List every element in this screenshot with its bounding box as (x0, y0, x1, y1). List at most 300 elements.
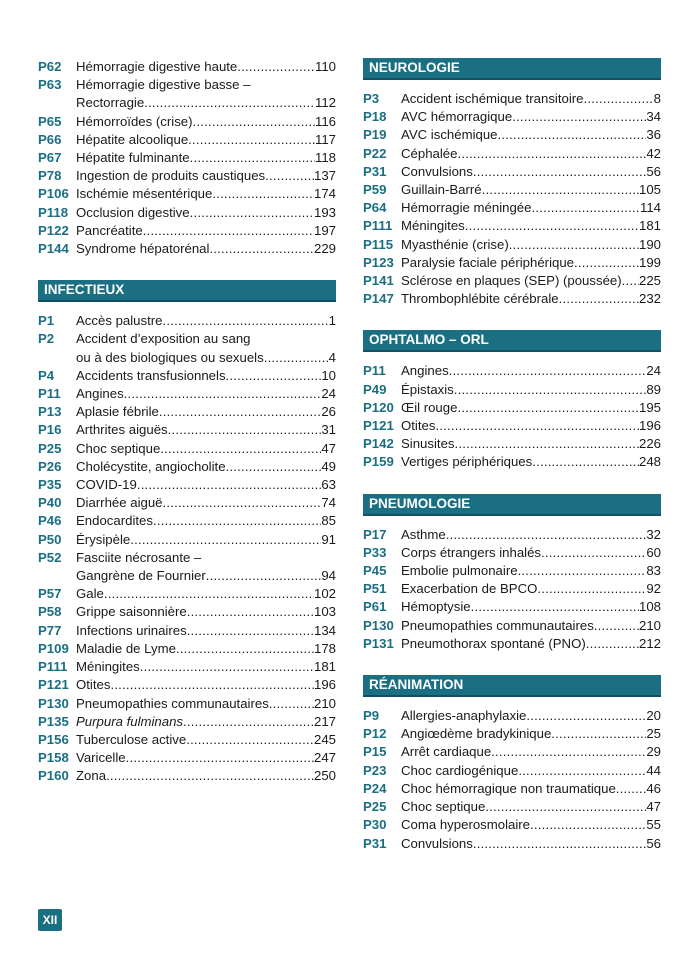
leader-dots (509, 236, 639, 254)
leader-dots (574, 254, 639, 272)
index-entry[interactable] (38, 658, 336, 676)
entry-code: P33 (363, 544, 387, 560)
index-entry[interactable] (38, 494, 336, 512)
leader-dots (187, 603, 314, 621)
leader-dots (186, 731, 314, 749)
entry-page: 91 (321, 531, 336, 547)
entry-title: Sclérose en plaques (SEP) (poussée) (401, 273, 622, 289)
entry-title: Ingestion de produits caustiques (76, 168, 266, 184)
entry-title: Choc hémorragique non traumatique (401, 780, 616, 796)
entry-page: 56 (646, 835, 661, 851)
entry-title: Hémoptysie (401, 599, 471, 615)
entry-title: Ischémie mésentérique (76, 186, 213, 202)
index-entry[interactable] (363, 780, 661, 798)
pneumologie-list (363, 526, 661, 653)
index-entry[interactable] (363, 598, 661, 616)
leader-dots (110, 676, 314, 694)
entry-code: P65 (38, 113, 62, 129)
entry-code: P19 (363, 127, 387, 143)
index-entry[interactable] (363, 272, 661, 290)
entry-page: 24 (646, 363, 661, 379)
digestive-list (38, 58, 336, 258)
entry-title: Corps étrangers inhalés (401, 544, 542, 560)
entry-page: 245 (313, 731, 336, 747)
leader-dots (159, 403, 321, 421)
entry-title: Gale (76, 586, 104, 602)
entry-code: P26 (38, 458, 62, 474)
index-entry[interactable] (363, 145, 661, 163)
entry-title: Thrombophlébite cérébrale (401, 291, 559, 307)
entry-page: 105 (638, 182, 661, 198)
entry-title: Arrêt cardiaque (401, 744, 492, 760)
entry-title: Exacerbation de BPCO (401, 581, 538, 597)
entry-page: 1 (328, 313, 336, 329)
entry-title: Accident d’exposition au sang (76, 331, 251, 347)
entry-code: P35 (38, 477, 62, 493)
entry-page: 226 (638, 436, 661, 452)
entry-title: Épistaxis (401, 381, 454, 397)
index-entry[interactable] (38, 222, 336, 240)
entry-title: Angines (76, 386, 124, 402)
leader-dots (163, 494, 322, 512)
entry-code: P59 (363, 182, 387, 198)
entry-title: Aplasie fébrile (76, 404, 159, 420)
entry-page: 46 (646, 780, 661, 796)
entry-title: Endocardites (76, 513, 153, 529)
leader-dots (473, 163, 646, 181)
index-entry[interactable] (38, 131, 336, 149)
index-entry[interactable] (38, 240, 336, 258)
leader-dots (532, 453, 639, 471)
entry-code: P45 (363, 563, 387, 579)
entry-code: P31 (363, 163, 387, 179)
leader-dots (559, 290, 639, 308)
entry-page: 181 (638, 218, 661, 234)
left-column (38, 58, 336, 786)
entry-code: P147 (363, 291, 394, 307)
index-entry[interactable] (363, 254, 661, 272)
entry-page: 10 (321, 367, 336, 383)
entry-title: Méningites (76, 659, 140, 675)
entry-title: Grippe saisonnière (76, 604, 187, 620)
index-entry[interactable] (363, 90, 661, 108)
entry-title: Myasthénie (crise) (401, 236, 509, 252)
leader-dots (530, 816, 646, 834)
entry-title: Allergies-anaphylaxie (401, 708, 527, 724)
entry-code: P77 (38, 622, 62, 638)
entry-title: Accident ischémique transitoire (401, 91, 584, 106)
leader-dots (265, 167, 314, 185)
entry-page: 56 (646, 163, 661, 179)
leader-dots (498, 126, 647, 144)
entry-page: 197 (313, 222, 336, 238)
entry-title: Céphalée (401, 145, 458, 161)
entry-code: P121 (38, 677, 69, 693)
entry-page: 89 (646, 381, 661, 397)
entry-page: 210 (313, 695, 336, 711)
entry-page: 110 (314, 59, 336, 74)
index-entry[interactable] (38, 640, 336, 658)
entry-title: Hémorragie digestive haute (76, 59, 238, 74)
entry-title: Cholécystite, angiocholite (76, 458, 226, 474)
entry-title: Œil rouge (401, 399, 458, 415)
index-entry[interactable] (38, 149, 336, 167)
entry-code: P135 (38, 713, 69, 729)
entry-title: Embolie pulmonaire (401, 563, 518, 579)
entry-page: 118 (314, 150, 336, 166)
index-entry[interactable] (363, 544, 661, 562)
index-entry[interactable] (38, 767, 336, 785)
leader-dots (190, 149, 315, 167)
entry-title: Hémorroïdes (crise) (76, 113, 193, 129)
index-entry[interactable] (363, 580, 661, 598)
leader-dots (616, 780, 647, 798)
entry-code: P62 (38, 59, 62, 74)
entry-title: Arthrites aiguës (76, 422, 168, 438)
index-entry[interactable] (38, 695, 336, 713)
entry-title: Angines (401, 363, 449, 379)
leader-dots (541, 544, 646, 562)
entry-title: Varicelle (76, 750, 126, 766)
entry-page: 74 (321, 495, 336, 511)
entry-title: Paralysie faciale périphérique (401, 254, 575, 270)
index-entry[interactable] (38, 440, 336, 458)
leader-dots (237, 58, 315, 76)
entry-page: 103 (313, 604, 336, 620)
index-entry[interactable] (38, 622, 336, 640)
entry-title: Infections urinaires (76, 622, 187, 638)
leader-dots (526, 707, 646, 725)
leader-dots (512, 108, 646, 126)
leader-dots (153, 512, 321, 530)
index-entry[interactable] (38, 476, 336, 494)
leader-dots (206, 567, 322, 585)
index-entry[interactable] (38, 549, 336, 585)
entry-page: 44 (646, 762, 661, 778)
entry-code: P30 (363, 817, 387, 833)
entry-page: 36 (646, 127, 661, 143)
entry-page: 212 (638, 635, 661, 651)
section-header-ophtalmo-orl: OPHTALMO – ORL (363, 330, 661, 352)
leader-dots (584, 90, 654, 108)
index-entry[interactable] (38, 749, 336, 767)
entry-code: P11 (363, 363, 386, 379)
index-entry[interactable] (38, 367, 336, 385)
index-entry[interactable] (363, 163, 661, 181)
entry-page: 108 (638, 599, 661, 615)
leader-dots (106, 767, 314, 785)
entry-title: Pneumothorax spontané (PNO) (401, 635, 586, 651)
leader-dots (188, 131, 315, 149)
entry-title: Asthme (401, 526, 446, 542)
leader-dots (137, 476, 322, 494)
index-entry[interactable] (38, 603, 336, 621)
index-entry[interactable] (363, 290, 661, 308)
leader-dots (518, 762, 646, 780)
ophtalmo-orl-list (363, 362, 661, 471)
leader-dots (594, 617, 639, 635)
right-column (363, 58, 661, 853)
neurologie-list (363, 90, 661, 308)
entry-code: P111 (38, 659, 68, 675)
entry-code: P123 (363, 254, 394, 270)
leader-dots (144, 94, 315, 112)
entry-page: 42 (646, 145, 661, 161)
entry-code: P51 (363, 581, 387, 597)
index-entry[interactable] (363, 181, 661, 199)
entry-code: P160 (38, 768, 69, 784)
entry-code: P158 (38, 750, 69, 766)
leader-dots (531, 199, 639, 217)
index-entry[interactable] (38, 421, 336, 439)
entry-code: P78 (38, 168, 62, 184)
entry-code: P25 (363, 799, 387, 815)
entry-title: Gangrène de Fournier (76, 568, 206, 584)
entry-code: P130 (38, 695, 69, 711)
index-entry[interactable] (38, 531, 336, 549)
index-entry[interactable] (363, 417, 661, 435)
entry-page: 250 (313, 768, 336, 784)
index-entry[interactable] (38, 731, 336, 749)
entry-code: P58 (38, 604, 62, 620)
leader-dots (485, 798, 646, 816)
leader-dots (269, 695, 314, 713)
leader-dots (212, 185, 314, 203)
leader-dots (586, 635, 639, 653)
entry-title: Choc septique (76, 440, 161, 456)
entry-title: Vertiges périphériques (401, 454, 533, 470)
index-entry[interactable] (363, 562, 661, 580)
entry-page: 49 (321, 458, 336, 474)
entry-title: Guillain-Barré (401, 182, 482, 198)
entry-page: 174 (313, 186, 336, 202)
entry-page: 32 (646, 526, 661, 542)
leader-dots (190, 204, 314, 222)
entry-page: 20 (646, 708, 661, 724)
entry-page: 248 (638, 454, 661, 470)
entry-code: P115 (363, 236, 394, 252)
reanimation-list (363, 707, 661, 853)
index-entry[interactable] (38, 676, 336, 694)
index-entry[interactable] (363, 236, 661, 254)
entry-title: Choc septique (401, 799, 486, 815)
index-entry[interactable] (38, 204, 336, 222)
entry-code: P66 (38, 131, 62, 147)
entry-page: 94 (321, 568, 336, 584)
leader-dots (518, 562, 647, 580)
entry-title: Sinusites (401, 436, 455, 452)
index-entry[interactable] (363, 362, 661, 380)
entry-title: Pneumopathies communautaires (401, 617, 594, 633)
entry-code: P141 (363, 273, 394, 289)
entry-page: 63 (321, 477, 336, 493)
index-entry[interactable] (363, 399, 661, 417)
index-entry[interactable] (363, 453, 661, 471)
leader-dots (491, 743, 646, 761)
leader-dots (471, 598, 639, 616)
entry-page: 29 (646, 744, 661, 760)
entry-code: P1 (38, 313, 55, 329)
index-entry[interactable] (38, 312, 336, 330)
leader-dots (104, 585, 314, 603)
entry-page: 229 (313, 241, 336, 257)
entry-title: Purpura fulminans (76, 713, 184, 729)
index-entry[interactable] (38, 185, 336, 203)
index-entry[interactable] (38, 113, 336, 131)
section-header-neurologie: NEUROLOGIE (363, 58, 661, 80)
index-entry[interactable] (363, 816, 661, 834)
entry-title: Tuberculose active (76, 731, 187, 747)
index-entry[interactable] (363, 725, 661, 743)
index-entry[interactable] (363, 217, 661, 235)
leader-dots (226, 367, 322, 385)
index-entry[interactable] (38, 58, 336, 76)
entry-code: P2 (38, 331, 55, 347)
entry-code: P118 (38, 204, 69, 220)
entry-title: AVC ischémique (401, 127, 498, 143)
index-entry[interactable] (363, 635, 661, 653)
entry-code: P49 (363, 381, 387, 397)
entry-page: 178 (313, 640, 336, 656)
leader-dots (449, 362, 647, 380)
index-entry[interactable] (363, 199, 661, 217)
index-entry[interactable] (38, 76, 336, 112)
entry-code: P130 (363, 617, 394, 633)
leader-dots (482, 181, 639, 199)
entry-code: P106 (38, 186, 69, 202)
leader-dots (455, 435, 639, 453)
entry-code: P16 (38, 422, 62, 438)
entry-code: P23 (363, 762, 387, 778)
index-entry[interactable] (363, 743, 661, 761)
leader-dots (473, 835, 646, 853)
entry-title: Occlusion digestive (76, 204, 190, 220)
leader-dots (176, 640, 314, 658)
entry-title: Hépatite alcoolique (76, 131, 189, 147)
entry-code: P142 (363, 436, 394, 452)
entry-title: Syndrome hépatorénal (76, 241, 210, 257)
entry-code: P22 (363, 145, 387, 161)
entry-page: 47 (646, 799, 661, 815)
index-entry[interactable] (363, 762, 661, 780)
entry-title: Fasciite nécrosante – (76, 549, 202, 565)
infectieux-list (38, 312, 336, 785)
index-entry[interactable] (363, 835, 661, 853)
index-entry[interactable] (38, 585, 336, 603)
entry-title: Rectorragie (76, 95, 145, 111)
leader-dots (465, 217, 639, 235)
entry-page: 134 (313, 622, 336, 638)
entry-title: Pneumopathies communautaires (76, 695, 269, 711)
page-number-badge: XII (38, 909, 62, 931)
entry-title: Accès palustre (76, 313, 163, 329)
index-entry[interactable] (363, 526, 661, 544)
entry-page: 92 (646, 581, 661, 597)
leader-dots (183, 713, 314, 731)
index-entry[interactable] (38, 713, 336, 731)
entry-code: P111 (363, 218, 393, 234)
entry-code: P31 (363, 835, 387, 851)
entry-title: Convulsions (401, 835, 473, 851)
entry-code: P17 (363, 526, 387, 542)
entry-title: Méningites (401, 218, 465, 234)
entry-title: Otites (76, 677, 111, 693)
entry-page: 85 (321, 513, 336, 529)
index-entry[interactable] (363, 798, 661, 816)
leader-dots (168, 421, 322, 439)
index-entry[interactable] (363, 707, 661, 725)
index-entry[interactable] (38, 330, 336, 366)
entry-code: P61 (363, 599, 387, 615)
index-entry[interactable] (363, 435, 661, 453)
entry-code: P13 (38, 404, 62, 420)
index-entry[interactable] (363, 381, 661, 399)
index-entry[interactable] (38, 403, 336, 421)
entry-code: P12 (363, 726, 387, 742)
entry-page: 196 (638, 418, 661, 434)
entry-code: P159 (363, 454, 394, 470)
entry-page: 25 (646, 726, 661, 742)
entry-code: P50 (38, 531, 62, 547)
entry-code: P156 (38, 731, 69, 747)
entry-code: P46 (38, 513, 62, 529)
leader-dots (193, 113, 315, 131)
entry-page: 116 (314, 113, 336, 129)
index-entry[interactable] (363, 126, 661, 144)
leader-dots (454, 381, 647, 399)
entry-title: Choc cardiogénique (401, 762, 519, 778)
leader-dots (457, 145, 646, 163)
entry-title: Hémorragie méningée (401, 200, 532, 216)
leader-dots (187, 622, 314, 640)
entry-title: Convulsions (401, 163, 473, 179)
leader-dots (160, 440, 321, 458)
entry-code: P18 (363, 109, 387, 125)
entry-title: Angiœdème bradykinique (401, 726, 552, 742)
entry-page: 196 (313, 677, 336, 693)
entry-page: 117 (314, 131, 336, 147)
entry-title: Diarrhée aiguë (76, 495, 163, 511)
entry-page: 210 (638, 617, 661, 633)
entry-code: P52 (38, 549, 62, 565)
entry-title: Maladie de Lyme (76, 640, 176, 656)
entry-page: 47 (321, 440, 336, 456)
entry-code: P40 (38, 495, 62, 511)
entry-title: AVC hémorragique (401, 109, 513, 125)
leader-dots (264, 349, 329, 367)
index-entry[interactable] (363, 617, 661, 635)
entry-title: COVID-19 (76, 477, 137, 493)
index-entry[interactable] (38, 167, 336, 185)
entry-code: P64 (363, 200, 387, 216)
entry-page: 4 (328, 349, 336, 365)
index-entry[interactable] (38, 512, 336, 530)
entry-title: Coma hyperosmolaire (401, 817, 530, 833)
entry-page: 8 (653, 91, 661, 106)
entry-code: P15 (363, 744, 387, 760)
index-entry[interactable] (38, 458, 336, 476)
section-header-pneumologie: PNEUMOLOGIE (363, 494, 661, 516)
leader-dots (130, 531, 321, 549)
index-entry[interactable] (363, 108, 661, 126)
entry-page: 34 (646, 109, 661, 125)
section-header-reanimation: RÉANIMATION (363, 675, 661, 697)
section-header-infectieux: INFECTIEUX (38, 280, 336, 302)
entry-code: P3 (363, 91, 380, 106)
entry-title: Érysipèle (76, 531, 131, 547)
index-entry[interactable] (38, 385, 336, 403)
leader-dots (124, 385, 322, 403)
